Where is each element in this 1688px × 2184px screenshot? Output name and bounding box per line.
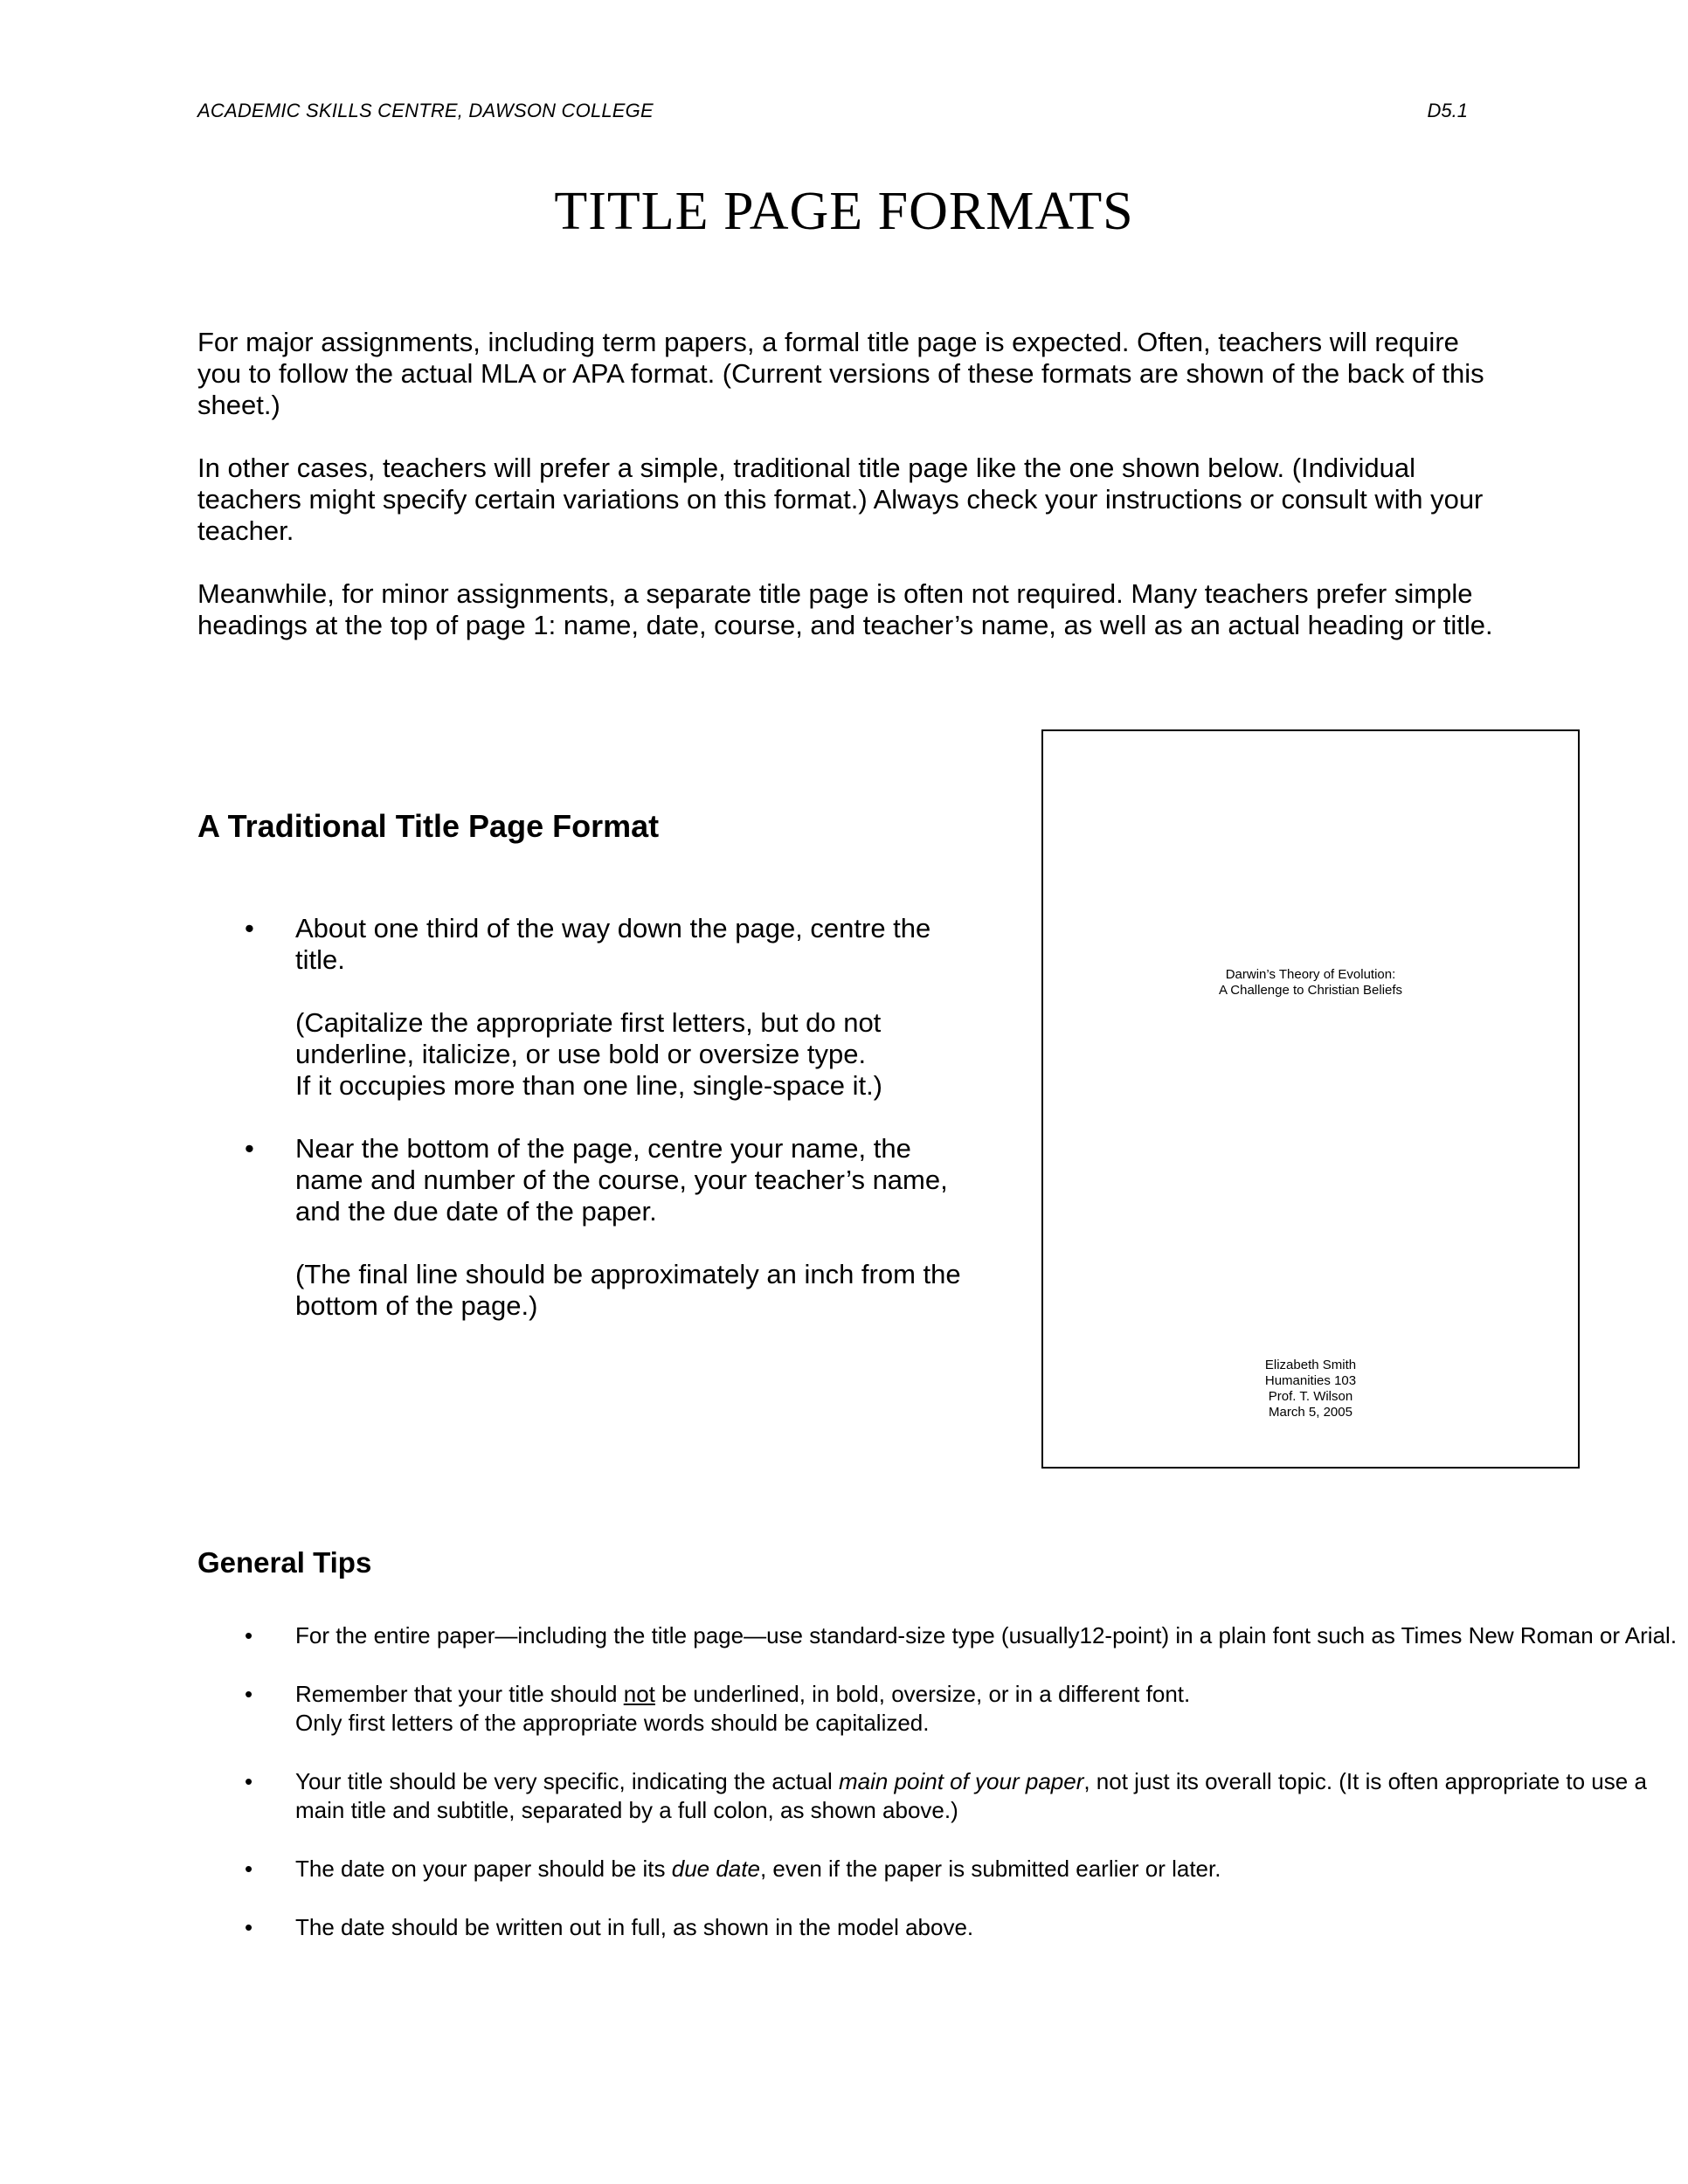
bullet-note — [295, 1259, 977, 1322]
bullet-note-line: (Capitalize the appropriate first letters, but do not underline, italicize, or use bold or oversize type. — [295, 1007, 882, 1069]
traditional-format-list — [197, 913, 977, 1322]
intro-paragraph-2: In other cases, teachers will prefer a simple, traditional title page like the one shown below. (Individual teachers might specify certain variations on this format.) Always check your instructions or consult with your teacher. — [197, 453, 1484, 546]
tip-emphasis: main point of your paper — [838, 1768, 1084, 1794]
model-title-line: Darwin’s Theory of Evolution: — [1225, 967, 1396, 982]
running-header-institution: ACADEMIC SKILLS CENTRE, DAWSON COLLEGE — [197, 100, 654, 121]
tip-text — [295, 1855, 1688, 1883]
bullet-note-line: (The final line should be approximately an inch from the bottom of the page.) — [295, 1259, 961, 1321]
tip-text: For the entire paper—including the title page—use standard-size type (usually12-point) in a plain font such as Times New Roman or Arial. — [295, 1622, 1678, 1648]
intro-paragraph-3: Meanwhile, for minor assignments, a separate title page is often not required. Many teachers prefer simple headings at the top of page 1: name, date, course, and teacher’s name, as well as an actual heading or title. — [197, 578, 1493, 640]
list-item — [197, 1680, 1688, 1738]
bullet-icon: • — [245, 1622, 253, 1648]
tip-text-line2: Only first letters of the appropriate words should be capitalized. — [295, 1710, 930, 1736]
model-teacher: Prof. T. Wilson — [1268, 1389, 1353, 1404]
list-item — [197, 1767, 1688, 1825]
bullet-icon: • — [245, 1133, 254, 1164]
tip-text — [295, 1680, 1688, 1709]
bullet-icon: • — [245, 1768, 253, 1794]
bullet-icon: • — [245, 913, 254, 943]
general-tips-heading: General Tips — [197, 1546, 372, 1579]
list-item — [197, 1621, 1688, 1650]
tip-text-part: , not just its overall topic. (It is often appropriate to use a main title and subtitle, separated by a full colon, as shown above.) — [295, 1768, 1647, 1823]
intro-paragraph-1: For major assignments, including term papers, a formal title page is expected. Often, teachers will require you to follow the actual MLA or APA format. (Current versions of these formats are shown of the back of this sheet.) — [197, 327, 1484, 420]
bullet-note-line: If it occupies more than one line, single-space it.) — [295, 1070, 883, 1101]
tip-text — [295, 1767, 1688, 1825]
model-due-date: March 5, 2005 — [1269, 1405, 1352, 1420]
document-code: D5.1 — [1427, 100, 1468, 121]
tip-underlined-word: not — [623, 1681, 655, 1707]
bullet-icon: • — [245, 1681, 253, 1707]
list-item — [197, 1913, 1688, 1942]
bullet-icon: • — [245, 1914, 253, 1940]
model-author-info — [1043, 1358, 1578, 1420]
list-item — [197, 1855, 1688, 1883]
tip-text: The date should be written out in full, as shown in the model above. — [295, 1914, 974, 1940]
bullet-main-text: Near the bottom of the page, centre your name, the name and number of the course, your teacher’s name, and the due date of the paper. — [295, 1133, 948, 1227]
tip-text-part: , even if the paper is submitted earlier or later. — [759, 1856, 1221, 1882]
tip-text-part: be underlined, in bold, oversize, or in a different font. — [654, 1681, 1191, 1707]
general-tips-list — [197, 1621, 1688, 1972]
bullet-note — [295, 1007, 977, 1102]
traditional-format-heading: A Traditional Title Page Format — [197, 808, 660, 844]
model-course: Humanities 103 — [1264, 1373, 1357, 1388]
list-item — [197, 913, 977, 1102]
bullet-main-text: About one third of the way down the page, centre the title. — [295, 913, 931, 975]
tip-text-part: The date on your paper should be its — [295, 1856, 672, 1882]
tip-text-part: Remember that your title should — [295, 1681, 624, 1707]
page-title: TITLE PAGE FORMATS — [554, 182, 1134, 241]
tip-emphasis: due date — [671, 1856, 760, 1882]
model-author-name: Elizabeth Smith — [1264, 1358, 1357, 1372]
model-paper-title — [1043, 967, 1578, 999]
model-subtitle-line: A Challenge to Christian Beliefs — [1218, 983, 1403, 998]
bullet-icon: • — [245, 1856, 253, 1882]
tip-text-part: Your title should be very specific, indicating the actual — [295, 1768, 839, 1794]
model-title-page — [1041, 729, 1580, 1469]
list-item — [197, 1133, 977, 1322]
